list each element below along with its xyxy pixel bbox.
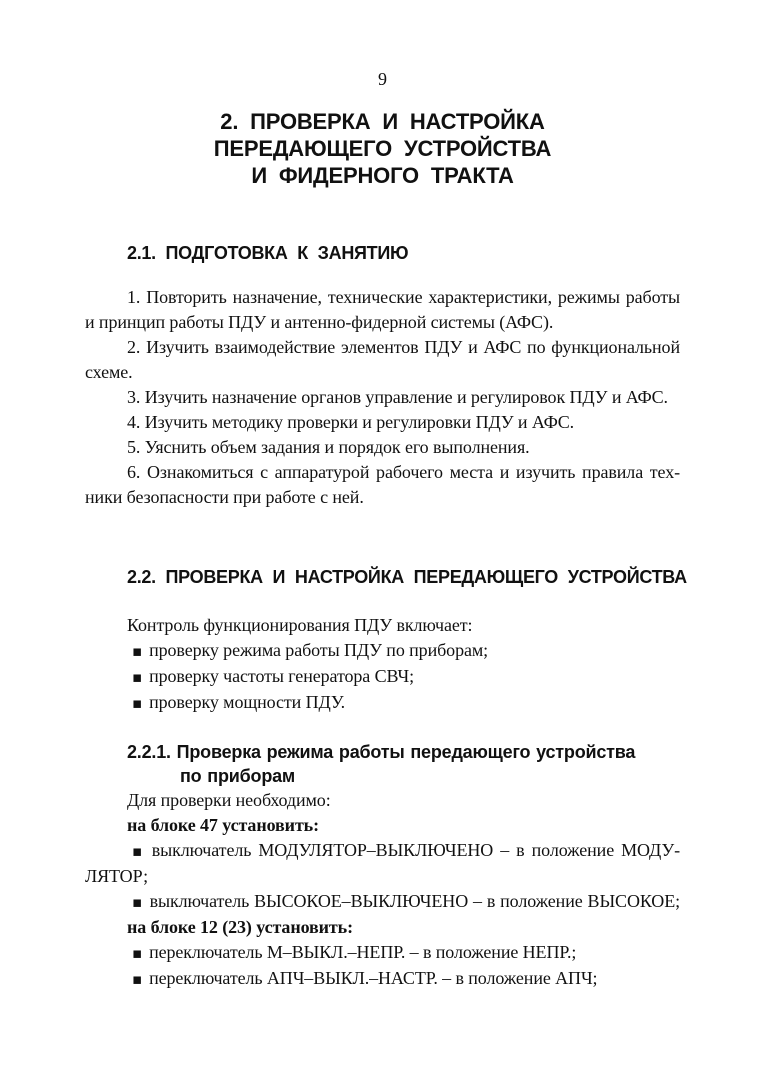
text-line: 6. Ознакомиться с аппаратурой рабочего места и изучить правила тех- (127, 462, 680, 482)
text-line (85, 966, 680, 992)
text-line (85, 838, 680, 864)
chapter-title-line: 2. ПРОВЕРКА И НАСТРОЙКА (220, 109, 545, 134)
bullet-marker: ▪ (132, 944, 143, 962)
bullet-item (85, 889, 680, 915)
bullet-marker: ▪ (132, 893, 143, 911)
paragraph (85, 335, 680, 385)
text-line (85, 940, 680, 966)
text-line (85, 889, 680, 915)
text-line: 2. Изучить взаимодействие элементов ПДУ и АФС по функциональной (127, 337, 680, 357)
bullet-item (85, 966, 680, 992)
section-heading-2-1: 2.1. ПОДГОТОВКА К ЗАНЯТИЮ (127, 243, 409, 263)
bullet-item (85, 664, 680, 690)
bullet-text: переключатель АПЧ–ВЫКЛ.–НАСТР. – в положение АПЧ; (149, 968, 598, 988)
text-line: на блоке 47 установить: (127, 815, 320, 835)
text-line (85, 664, 680, 690)
text-line: Для проверки необходимо: (127, 790, 331, 810)
text-line (85, 638, 680, 664)
bullet-item (85, 690, 680, 716)
bullet-marker: ▪ (132, 642, 143, 660)
paragraph (85, 285, 680, 335)
paragraph (85, 460, 680, 510)
section-heading-2-2-1 (85, 740, 680, 788)
bullet-text: проверку частоты генератора СВЧ; (149, 666, 414, 686)
text-line: Контроль функционирования ПДУ включает: (127, 615, 473, 635)
paragraph (85, 813, 680, 838)
bullet-item (85, 838, 680, 889)
page-number: 9 (378, 69, 387, 89)
paragraph (85, 613, 680, 638)
section-heading-line: 2.2.1. Проверка режима работы передающего устройства (127, 742, 636, 762)
bullet-text: проверку мощности ПДУ. (149, 692, 346, 712)
paragraph (85, 385, 680, 410)
text-line: 3. Изучить назначение органов управление и регулировок ПДУ и АФС. (127, 387, 668, 407)
text-line: на блоке 12 (23) установить: (127, 917, 353, 937)
bullet-item (85, 638, 680, 664)
section-body-2-2 (85, 613, 680, 716)
bullet-marker: ▪ (132, 694, 143, 712)
text-line: и принцип работы ПДУ и антенно-фидерной системы (АФС). (85, 312, 554, 332)
text-line (85, 690, 680, 716)
bullet-text: переключатель М–ВЫКЛ.–НЕПР. – в положение НЕПР.; (149, 942, 577, 962)
text-line: схеме. (85, 362, 133, 382)
section-heading-line: по приборам (180, 766, 296, 786)
bullet-text: проверку режима работы ПДУ по приборам; (149, 640, 489, 660)
chapter-title (85, 108, 680, 189)
section-body-2-2-1 (85, 788, 680, 992)
section-heading-2-2: 2.2. ПРОВЕРКА И НАСТРОЙКА ПЕРЕДАЮЩЕГО УСТРОЙСТВА (127, 567, 687, 587)
bullet-marker: ▪ (132, 842, 145, 860)
paragraph (85, 915, 680, 940)
text-line: ники безопасности при работе с ней. (85, 487, 364, 507)
section-body-2-1 (85, 285, 680, 510)
chapter-title-line: ПЕРЕДАЮЩЕГО УСТРОЙСТВА (213, 136, 552, 161)
text-line: 1. Повторить назначение, технические характеристики, режимы работы (127, 287, 680, 307)
text-line: 5. Уяснить объем задания и порядок его выполнения. (127, 437, 530, 457)
bullet-marker: ▪ (132, 970, 143, 988)
paragraph (85, 788, 680, 813)
bullet-item (85, 940, 680, 966)
bullet-marker: ▪ (132, 668, 143, 686)
bullet-text: выключатель МОДУЛЯТОР–ВЫКЛЮЧЕНО – в положение МОДУ- (151, 840, 680, 860)
paragraph (85, 435, 680, 460)
text-line: ЛЯТОР; (85, 866, 149, 886)
chapter-title-line: И ФИДЕРНОГО ТРАКТА (251, 163, 514, 188)
text-line: 4. Изучить методику проверки и регулировки ПДУ и АФС. (127, 412, 575, 432)
bullet-text: выключатель ВЫСОКОЕ–ВЫКЛЮЧЕНО – в положение ВЫСОКОЕ; (149, 891, 680, 911)
paragraph (85, 410, 680, 435)
